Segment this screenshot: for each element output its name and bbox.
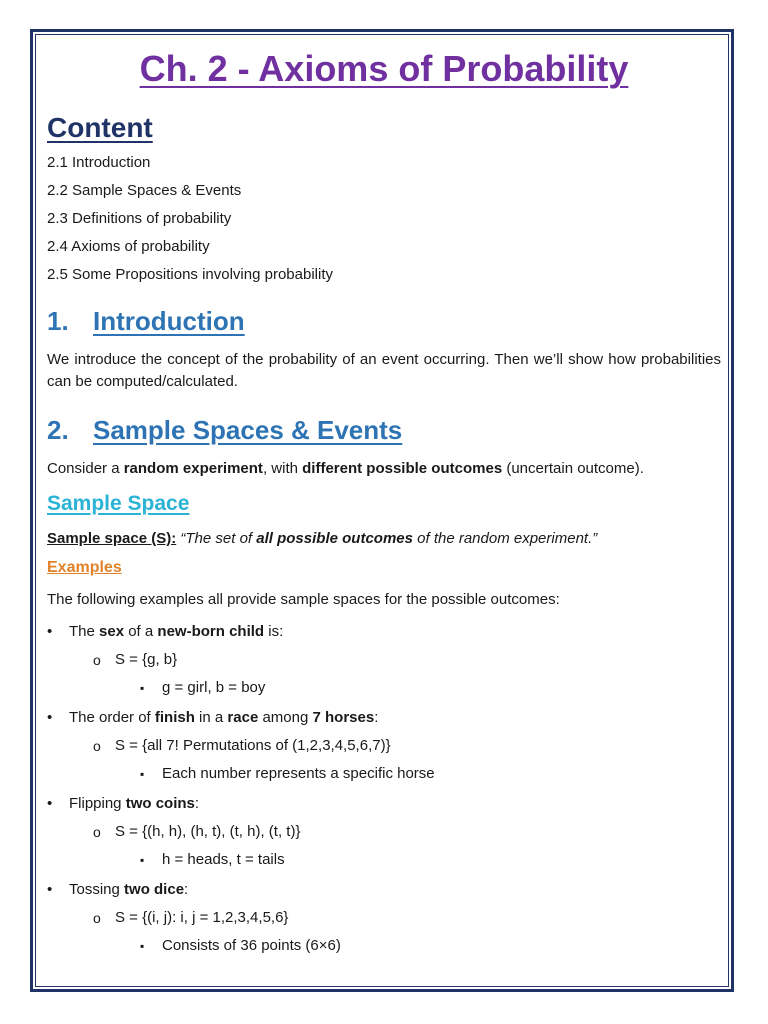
section-number: 2. [47,415,69,445]
toc-item: 2.4 Axioms of probability [47,238,210,255]
document-page [47,40,721,967]
list-item: ▪ Each number represents a specific horse [162,765,721,783]
section-title: Introduction [93,306,245,336]
section-number: 1. [47,306,69,336]
list-item: • The order of finish in a race among 7 horses: [69,709,721,727]
list-item: ▪ Consists of 36 points (6×6) [162,937,721,955]
toc-item: 2.3 Definitions of probability [47,210,232,227]
section-title: Sample Spaces & Events [93,415,403,445]
examples-heading: Examples [47,559,122,576]
section-1-heading [47,306,721,337]
content-heading: Content [47,112,153,143]
list-item: o S = {all 7! Permutations of (1,2,3,4,5,6,7)} [115,737,721,755]
sample-space-definition: Sample space (S): “The set of all possible outcomes of the random experiment.” [47,530,598,547]
list-item: ▪ g = girl, b = boy [162,679,721,697]
list-item: o S = {(i, j): i, j = 1,2,3,4,5,6} [115,909,721,927]
introduction-paragraph: We introduce the concept of the probability of an event occurring. Then we’ll show how probabilities can be computed/calculated. [47,351,721,390]
list-item: o S = {g, b} [115,651,721,669]
document-title: Ch. 2 - Axioms of Probability [139,48,629,89]
list-item: ▪ h = heads, t = tails [162,851,721,869]
list-item: • The sex of a new-born child is: [69,623,721,641]
table-of-contents [47,154,721,284]
examples-intro: The following examples all provide sample spaces for the possible outcomes: [47,591,560,608]
section-2-heading [47,415,721,446]
toc-item: 2.5 Some Propositions involving probability [47,266,333,283]
list-item: o S = {(h, h), (h, t), (t, h), (t, t)} [115,823,721,841]
section-2-intro: Consider a random experiment, with different possible outcomes (uncertain outcome). [47,460,644,477]
sample-space-heading: Sample Space [47,492,190,515]
list-item: • Tossing two dice: [69,881,721,899]
list-item: • Flipping two coins: [69,795,721,813]
toc-item: 2.1 Introduction [47,154,151,171]
toc-item: 2.2 Sample Spaces & Events [47,182,242,199]
